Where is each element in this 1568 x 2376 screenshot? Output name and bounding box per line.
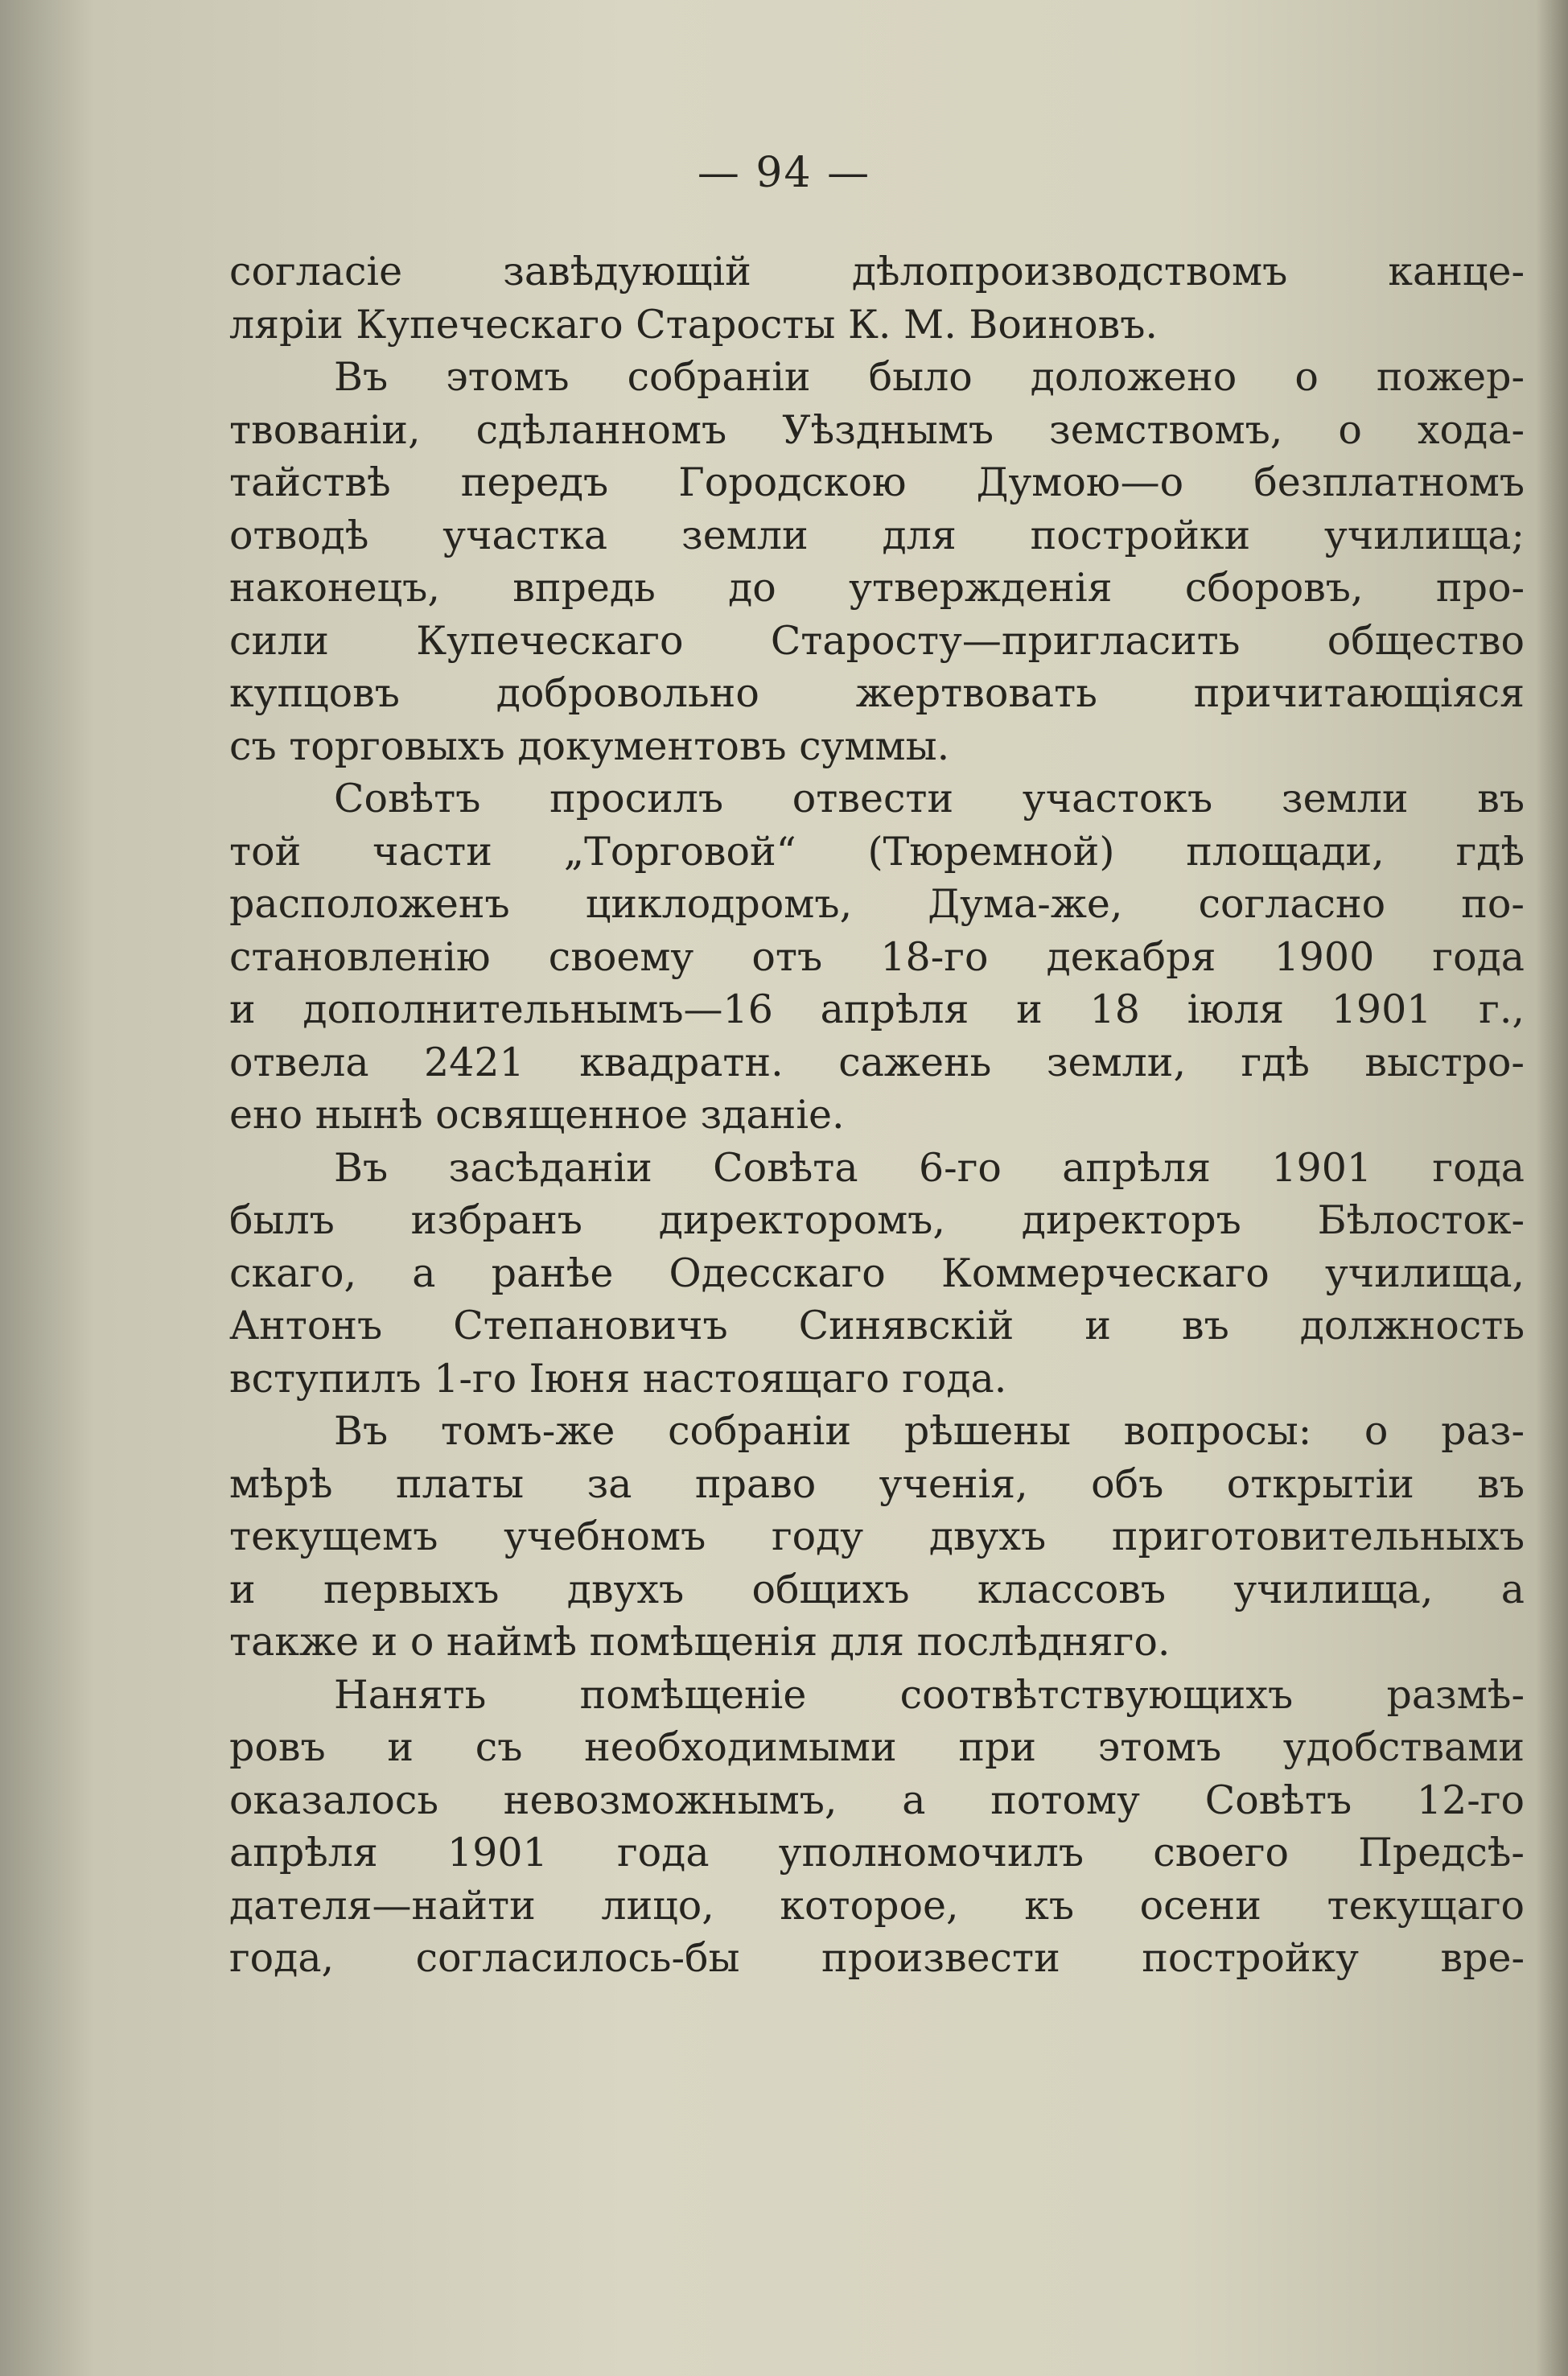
text-line: отвела 2421 квадратн. сажень земли, гдѣ выстро- (229, 1039, 1525, 1085)
text-line: вступилъ 1-го Іюня настоящаго года. (229, 1355, 1007, 1402)
text-line: съ торговыхъ документовъ суммы. (229, 723, 950, 769)
text-line: согласіе завѣдующій дѣлопроизводствомъ канце- (229, 249, 1525, 294)
page-edge-shadow (1536, 0, 1568, 2376)
text-line: ляріи Купеческаго Старосты К. М. Воиновъ. (229, 301, 1159, 348)
text-line: дателя—найти лицо, которое, къ осени текущаго (229, 1882, 1525, 1929)
text-line: текущемъ учебномъ году двухъ приготовительныхъ (229, 1513, 1525, 1559)
body-text (229, 245, 1525, 1985)
text-line: купцовъ добровольно жертвовать причитающіяся (229, 670, 1525, 716)
text-line: ено нынѣ освященное зданіе. (229, 1092, 845, 1138)
text-line: мѣрѣ платы за право ученія, объ открытіи въ (229, 1460, 1525, 1507)
text-line: ровъ и съ необходимыми при этомъ удобствами (229, 1724, 1525, 1770)
text-line: Въ томъ-же собраніи рѣшены вопросы: о раз- (334, 1408, 1525, 1454)
text-line: сили Купеческаго Старосту—пригласить общество (229, 617, 1525, 664)
text-line: былъ избранъ директоромъ, директоръ Бѣлосток- (229, 1197, 1525, 1243)
text-line: Совѣтъ просилъ отвести участокъ земли въ (334, 776, 1525, 822)
text-line: и первыхъ двухъ общихъ классовъ училища, а (229, 1566, 1525, 1612)
text-line: скаго, а ранѣе Одесскаго Коммерческаго училища, (229, 1250, 1525, 1296)
text-line: твованіи, сдѣланномъ Уѣзднымъ земствомъ, о хода- (229, 406, 1525, 453)
text-line: становленію своему отъ 18-го декабря 1900 года (229, 933, 1525, 980)
text-line: наконецъ, впредь до утвержденія сборовъ, про- (229, 565, 1525, 611)
text-line: Въ засѣданіи Совѣта 6-го апрѣля 1901 года (334, 1144, 1525, 1191)
text-line: тайствѣ передъ Городскою Думою—о безплатномъ (229, 459, 1525, 505)
text-line: отводѣ участка земли для постройки училища; (229, 512, 1525, 558)
text-line: оказалось невозможнымъ, а потому Совѣтъ 12-го (229, 1777, 1525, 1823)
text-line: также и о наймѣ помѣщенія для послѣдняго. (229, 1619, 1171, 1665)
text-line: Въ этомъ собраніи было доложено о пожер- (334, 354, 1525, 400)
page-number: — 94 — (697, 149, 871, 197)
text-line: апрѣля 1901 года уполномочилъ своего Предсѣ- (229, 1830, 1525, 1876)
text-line: той части „Торговой“ (Тюремной) площади, гдѣ (229, 828, 1525, 875)
text-line: Антонъ Степановичъ Синявскій и въ должность (229, 1303, 1525, 1349)
text-line: и дополнительнымъ—16 апрѣля и 18 іюля 1901 г., (229, 986, 1525, 1032)
text-line: Нанять помѣщеніе соотвѣтствующихъ размѣ- (334, 1671, 1525, 1718)
text-line: расположенъ циклодромъ, Дума-же, согласно по- (229, 881, 1525, 927)
text-line: года, согласилось-бы произвести постройку вре- (229, 1935, 1525, 1981)
